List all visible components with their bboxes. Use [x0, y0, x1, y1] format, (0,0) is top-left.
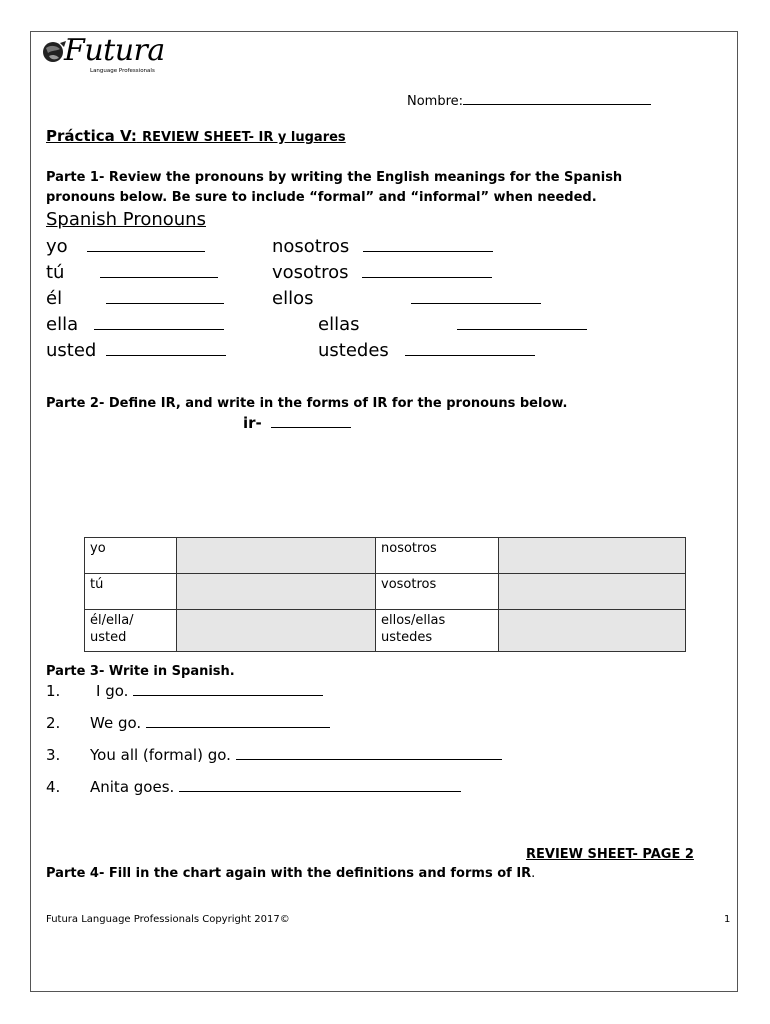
nombre-blank [463, 92, 651, 105]
parte1-instruction-line2: pronouns below. Be sure to include “formal” and “informal” when needed. [46, 190, 597, 205]
item-number: 3. [46, 746, 61, 764]
pronoun-row [46, 236, 205, 257]
parte4-text: Parte 4- Fill in the chart again with the definitions and forms of IR [46, 866, 532, 881]
pronoun-label: ellas [318, 314, 360, 335]
pronoun-blank [87, 236, 205, 252]
pronoun-blank [411, 288, 541, 304]
pronoun-line: usted [90, 630, 127, 645]
pronoun-blank [457, 314, 587, 330]
parte4-period: . [531, 866, 536, 881]
parte4-instruction [46, 866, 535, 881]
item-number: 1. [46, 682, 61, 700]
pronoun-label: él [46, 288, 63, 309]
answer-blank [236, 747, 502, 760]
table-cell-answer[interactable] [499, 538, 686, 574]
list-item [46, 746, 502, 764]
table-cell-answer[interactable] [177, 538, 376, 574]
list-item [46, 714, 330, 732]
pronoun-line: ellos/ellas [381, 613, 446, 628]
pronoun-label: yo [46, 236, 68, 257]
pronoun-row [318, 340, 535, 361]
pronoun-row [272, 236, 493, 257]
parte3-heading: Parte 3- Write in Spanish. [46, 664, 235, 679]
table-cell-pronoun: vosotros [376, 574, 499, 610]
title-prefix: Práctica V: [46, 127, 137, 145]
pronoun-row [318, 314, 587, 335]
pronoun-row [272, 288, 541, 309]
pronoun-label: ella [46, 314, 79, 335]
nombre-label: Nombre: [407, 94, 464, 109]
ir-label: ir- [243, 414, 262, 432]
page-title [46, 127, 346, 145]
pronoun-label: ustedes [318, 340, 389, 361]
list-item [46, 682, 323, 700]
answer-blank [146, 715, 330, 728]
parte2-instruction: Parte 2- Define IR, and write in the forms of IR for the pronouns below. [46, 396, 568, 411]
pronoun-row [46, 314, 224, 335]
ir-definition [243, 414, 351, 432]
pronoun-label: tú [46, 262, 65, 283]
pronoun-label: ellos [272, 288, 314, 309]
answer-blank [179, 779, 461, 792]
table-row [85, 610, 686, 652]
pronoun-blank [106, 288, 224, 304]
spanish-pronouns-heading: Spanish Pronouns [46, 209, 206, 230]
pronoun-label: vosotros [272, 262, 349, 283]
futura-logo [40, 33, 170, 79]
table-cell-pronoun: yo [85, 538, 177, 574]
item-text: I go. [96, 682, 129, 700]
answer-blank [133, 683, 323, 696]
pronoun-label: usted [46, 340, 97, 361]
item-number: 2. [46, 714, 61, 732]
item-number: 4. [46, 778, 61, 796]
ir-conjugation-table [84, 537, 686, 652]
pronoun-blank [405, 340, 535, 356]
pronoun-row [46, 288, 224, 309]
item-text: We go. [90, 714, 142, 732]
logo-subtext: Language Professionals [90, 68, 155, 74]
table-row [85, 538, 686, 574]
parte1-instruction-line1: Parte 1- Review the pronouns by writing the English meanings for the Spanish [46, 170, 623, 185]
pronoun-label: nosotros [272, 236, 350, 257]
item-text: Anita goes. [90, 778, 175, 796]
title-rest: REVIEW SHEET- IR y lugares [142, 130, 346, 145]
table-cell-pronoun [376, 610, 499, 652]
table-cell-pronoun: tú [85, 574, 177, 610]
pronoun-row [46, 340, 226, 361]
pronoun-blank [106, 340, 226, 356]
table-cell-answer[interactable] [499, 574, 686, 610]
pronoun-row [272, 262, 492, 283]
pronoun-blank [362, 262, 492, 278]
pronoun-blank [94, 314, 224, 330]
table-cell-answer[interactable] [177, 610, 376, 652]
logo-text: Futura [64, 33, 165, 68]
pronoun-line: él/ella/ [90, 613, 134, 628]
table-cell-pronoun: nosotros [376, 538, 499, 574]
pronoun-row [46, 262, 218, 283]
table-cell-answer[interactable] [499, 610, 686, 652]
nombre-field [407, 92, 651, 109]
table-cell-answer[interactable] [177, 574, 376, 610]
page-number: 1 [724, 914, 731, 925]
list-item [46, 778, 461, 796]
table-row [85, 574, 686, 610]
footer-copyright: Futura Language Professionals Copyright 2017© [46, 914, 290, 925]
pronoun-blank [363, 236, 493, 252]
page2-label: REVIEW SHEET- PAGE 2 [526, 847, 694, 862]
item-text: You all (formal) go. [90, 746, 231, 764]
pronoun-blank [100, 262, 218, 278]
pronoun-line: ustedes [381, 630, 433, 645]
ir-blank [271, 415, 351, 428]
table-cell-pronoun [85, 610, 177, 652]
